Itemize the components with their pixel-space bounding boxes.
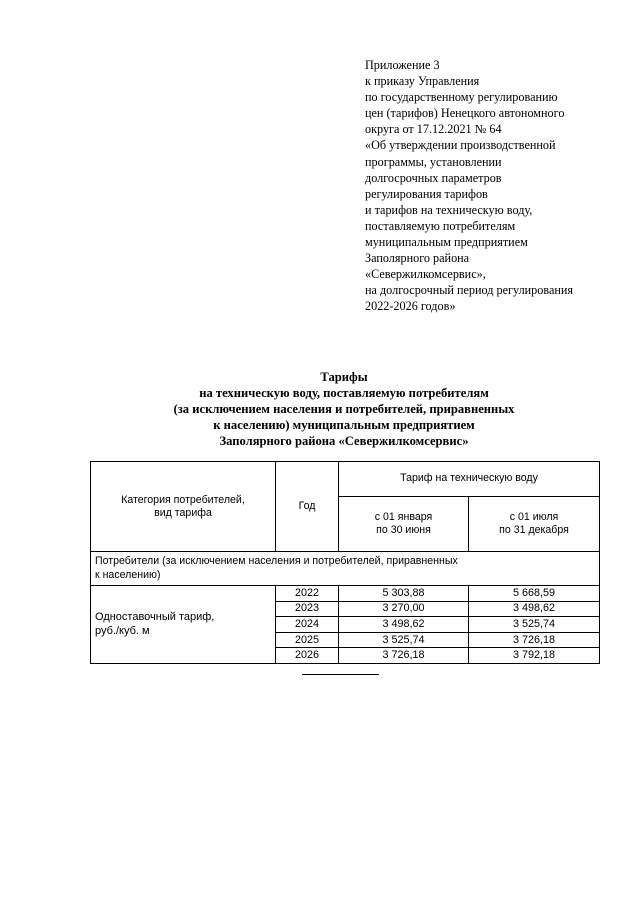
period-line: с 01 июля bbox=[509, 510, 559, 523]
appendix-block bbox=[365, 57, 625, 315]
tariff-table bbox=[90, 461, 600, 664]
header-tariff: Тариф на техническую воду bbox=[339, 462, 600, 497]
period-line: с 01 января bbox=[374, 510, 433, 523]
appendix-line: к приказу Управления bbox=[365, 74, 480, 89]
year-cell: 2022 bbox=[276, 586, 339, 602]
appendix-line: 2022-2026 годов» bbox=[365, 299, 456, 314]
header-period-1 bbox=[339, 496, 469, 551]
tariff-h1-cell: 5 303,88 bbox=[339, 586, 469, 602]
document-title bbox=[90, 369, 598, 449]
year-cell: 2023 bbox=[276, 601, 339, 617]
header-category-line: Категория потребителей, bbox=[121, 493, 245, 506]
header-category bbox=[91, 462, 276, 552]
year-cell: 2026 bbox=[276, 648, 339, 664]
appendix-line: поставляемую потребителям bbox=[365, 218, 516, 233]
tariff-h2-cell: 3 525,74 bbox=[469, 617, 600, 633]
group-label-line: к населению) bbox=[95, 569, 161, 581]
header-period-2 bbox=[469, 496, 600, 551]
appendix-line: «Об утверждении производственной bbox=[365, 138, 556, 153]
header-year: Год bbox=[276, 462, 339, 552]
appendix-line: цен (тарифов) Ненецкого автономного bbox=[365, 106, 565, 121]
header-category-line: вид тарифа bbox=[154, 506, 212, 519]
title-line: к населению) муниципальным предприятием bbox=[213, 418, 475, 432]
appendix-line: регулирования тарифов bbox=[365, 186, 488, 201]
appendix-line: программы, установлении bbox=[365, 154, 502, 169]
year-cell: 2024 bbox=[276, 617, 339, 633]
appendix-line: муниципальным предприятием bbox=[365, 235, 528, 250]
tariff-h2-cell: 3 498,62 bbox=[469, 601, 600, 617]
tariff-h1-cell: 3 498,62 bbox=[339, 617, 469, 633]
tariff-h2-cell: 5 668,59 bbox=[469, 586, 600, 602]
table-header-row bbox=[91, 462, 600, 497]
group-row bbox=[91, 552, 600, 586]
appendix-line: округа от 17.12.2021 № 64 bbox=[365, 122, 502, 137]
closing-separator-line bbox=[302, 674, 379, 675]
tariff-type-line: руб./куб. м bbox=[95, 625, 150, 638]
year-cell: 2025 bbox=[276, 632, 339, 648]
tariff-h2-cell: 3 792,18 bbox=[469, 648, 600, 664]
tariff-type-label bbox=[91, 586, 276, 664]
tariff-h1-cell: 3 726,18 bbox=[339, 648, 469, 664]
title-line: Тарифы bbox=[320, 370, 368, 384]
period-line: по 30 июня bbox=[376, 523, 431, 536]
title-line: (за исключением населения и потребителей, приравненных bbox=[173, 402, 515, 416]
appendix-line: долгосрочных параметров bbox=[365, 170, 502, 185]
appendix-line: Заполярного района bbox=[365, 251, 470, 266]
title-line: Заполярного района «Севержилкомсервис» bbox=[219, 434, 469, 448]
tariff-type-line: Одноставочный тариф, bbox=[95, 611, 215, 624]
appendix-line: «Севержилкомсервис», bbox=[365, 267, 486, 282]
period-line: по 31 декабря bbox=[499, 523, 569, 536]
tariff-h1-cell: 3 525,74 bbox=[339, 632, 469, 648]
appendix-line: на долгосрочный период регулирования bbox=[365, 283, 574, 298]
appendix-line: по государственному регулированию bbox=[365, 90, 558, 105]
tariff-h1-cell: 3 270,00 bbox=[339, 601, 469, 617]
appendix-line: и тарифов на техническую воду, bbox=[365, 202, 533, 217]
group-label-line: Потребители (за исключением населения и потребителей, приравненных bbox=[95, 555, 458, 567]
appendix-line: Приложение 3 bbox=[365, 58, 440, 72]
table-row bbox=[91, 586, 600, 602]
tariff-h2-cell: 3 726,18 bbox=[469, 632, 600, 648]
consumer-group-label bbox=[91, 552, 600, 586]
title-line: на техническую воду, поставляемую потребителям bbox=[199, 386, 489, 400]
